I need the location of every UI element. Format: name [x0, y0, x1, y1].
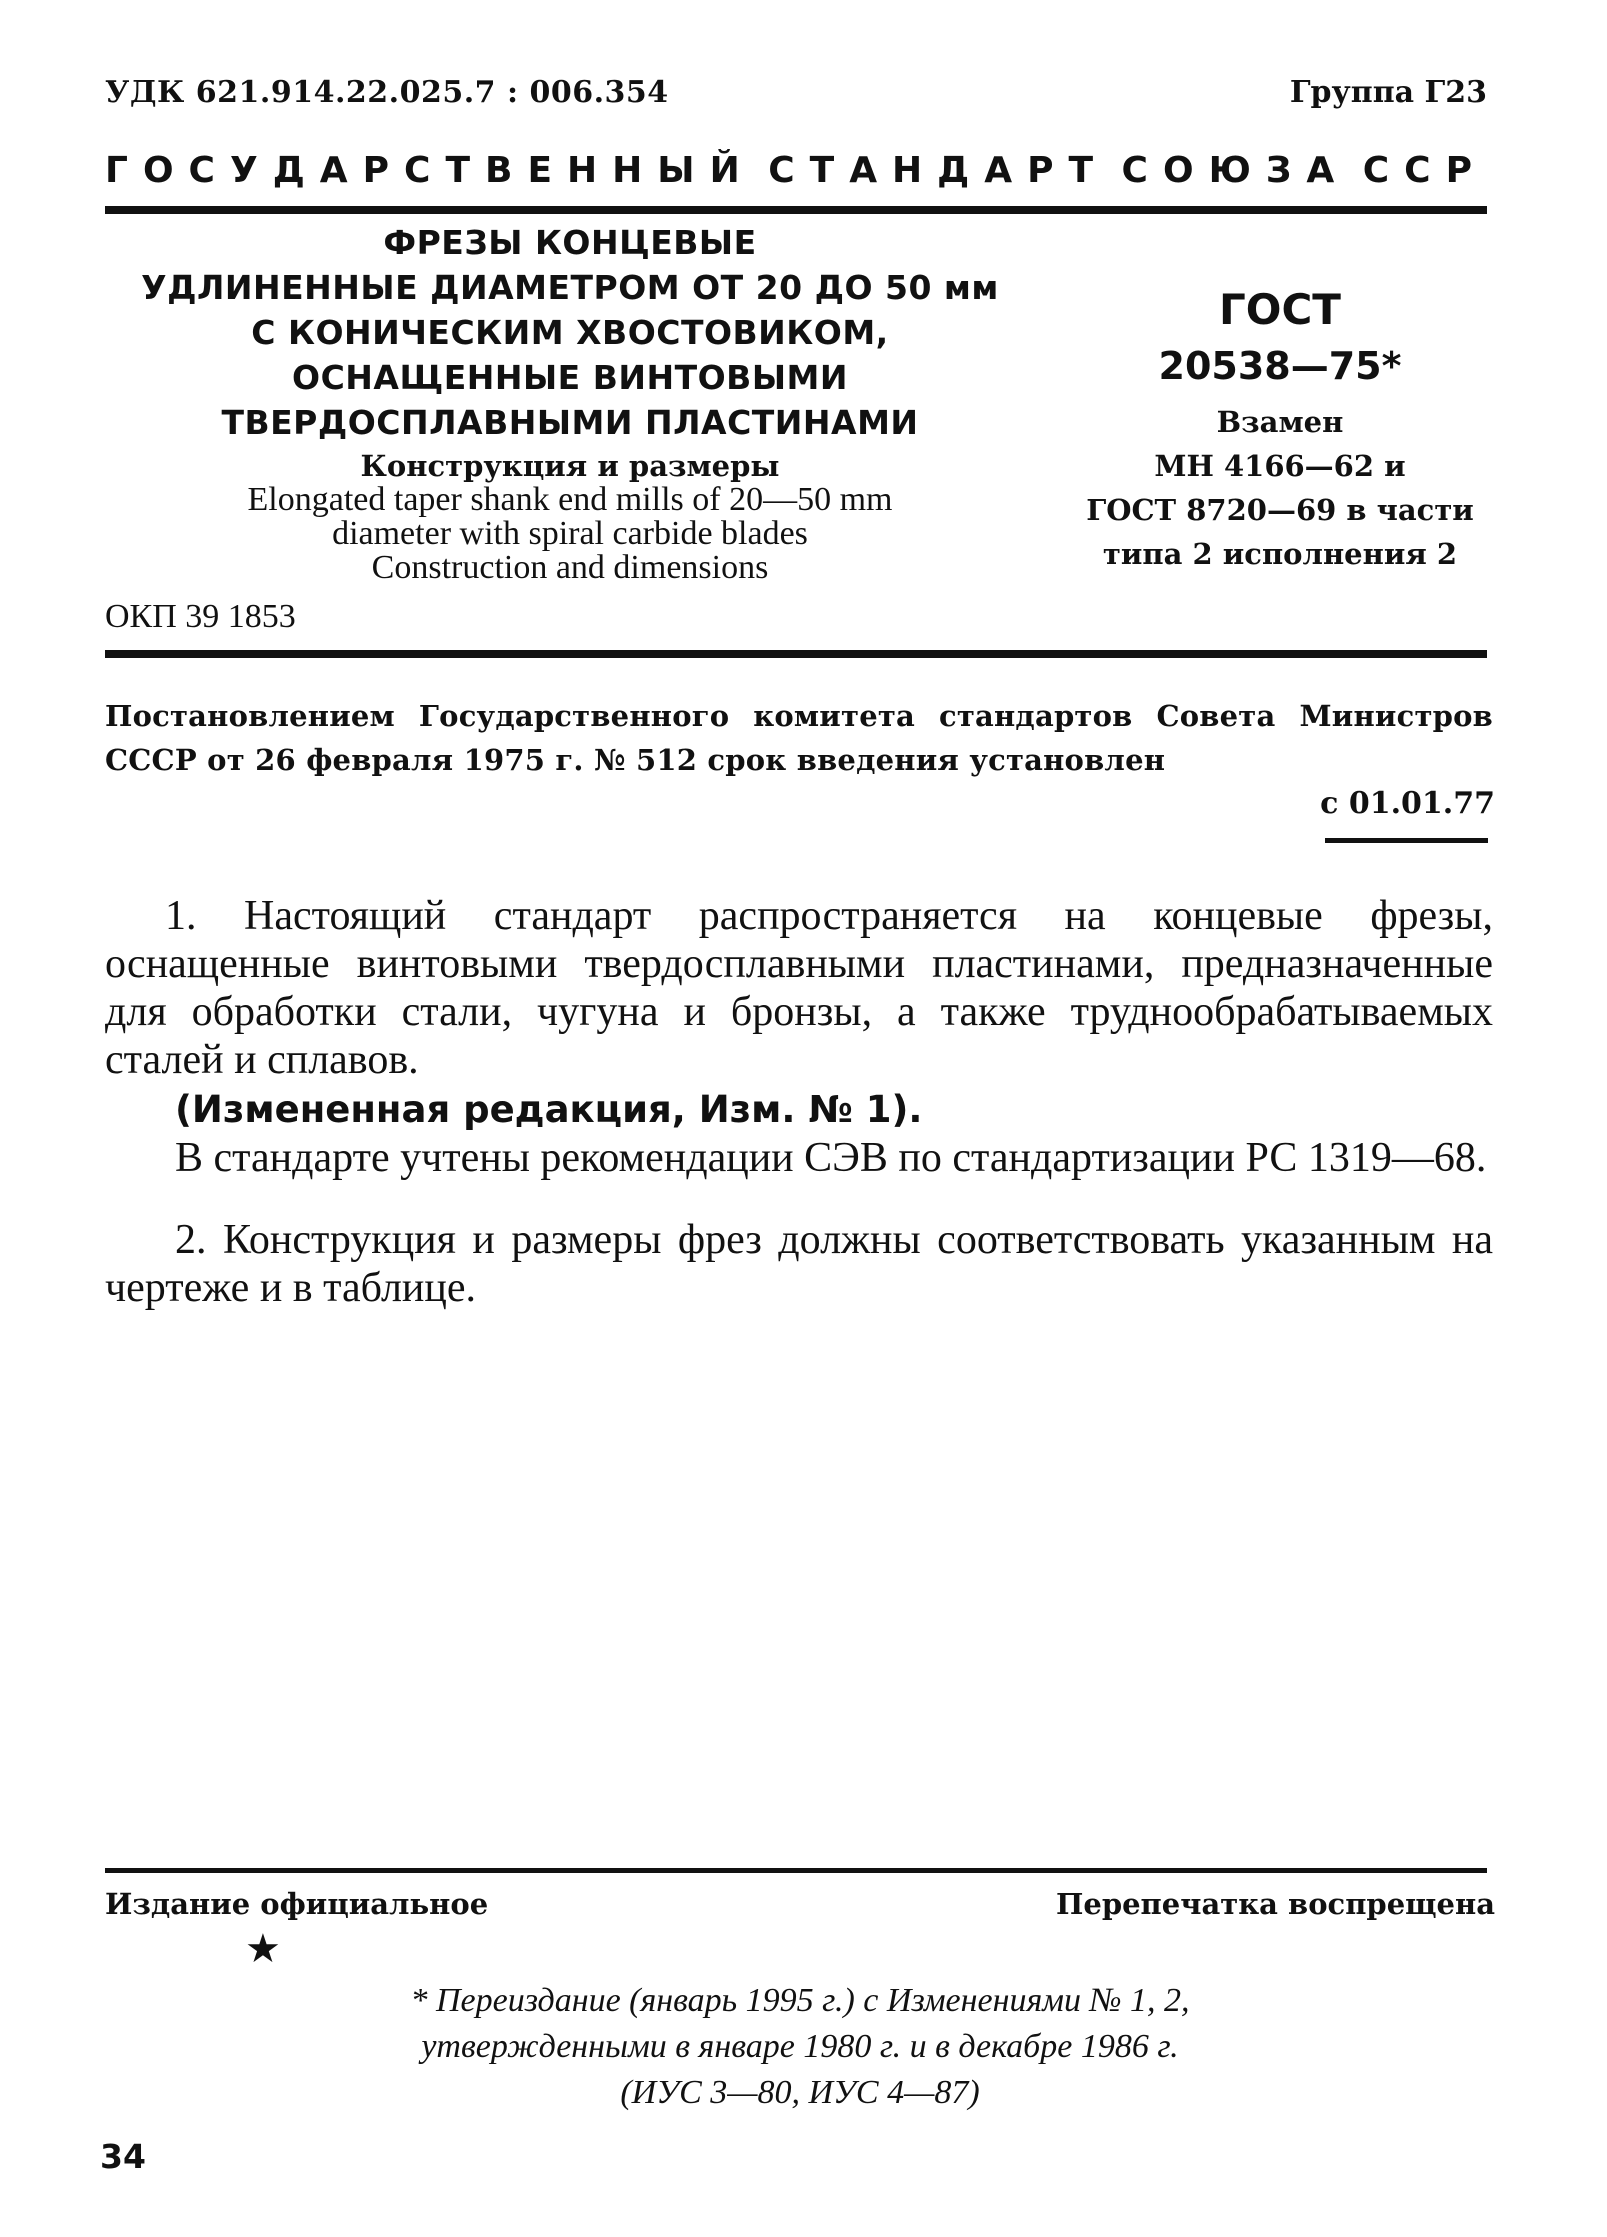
title-line: С КОНИЧЕСКИМ ХВОСТОВИКОМ,: [251, 313, 889, 352]
gost-number: 20538—75*: [1158, 344, 1402, 388]
subtitle-en-line: Elongated taper shank end mills of 20—50 mm: [247, 481, 893, 518]
date-underline: [1325, 838, 1488, 843]
introduction-date: с 01.01.77: [1320, 786, 1495, 821]
paragraph-recommendation: В стандарте учтены рекомендации СЭВ по стандартизации РС 1319—68.: [175, 1135, 1487, 1181]
reissue-line: (ИУС 3—80, ИУС 4—87): [620, 2074, 980, 2111]
title-block: [130, 220, 1010, 585]
title-rule: [105, 650, 1487, 658]
heading-word: ГОСУДАРСТВЕННЫЙ: [105, 150, 755, 191]
title-line: ОСНАЩЕННЫЕ ВИНТОВЫМИ: [292, 358, 848, 397]
star-icon: ★: [245, 1926, 281, 1972]
replaces-line: типа 2 исполнения 2: [1102, 537, 1458, 571]
reissue-line: утвержденными в январе 1980 г. и в декабре 1986 г.: [421, 2028, 1179, 2065]
title-line: ТВЕРДОСПЛАВНЫМИ ПЛАСТИНАМИ: [221, 403, 919, 442]
footer-rule: [105, 1868, 1487, 1873]
state-standard-heading: [105, 150, 1487, 191]
title-line: ФРЕЗЫ КОНЦЕВЫЕ: [383, 223, 757, 262]
gost-label: ГОСТ: [1219, 285, 1341, 334]
heading-word: СОЮЗА: [1121, 150, 1350, 191]
header-rule: [105, 206, 1487, 214]
subtitle-en-line: Construction and dimensions: [371, 549, 769, 586]
subtitle-ru: Конструкция и размеры: [360, 449, 780, 483]
reprint-prohibited: Перепечатка воспрещена: [1055, 1887, 1495, 1921]
heading-word: СТАНДАРТ: [768, 150, 1109, 191]
reissue-note: [250, 1978, 1350, 2116]
replaces-line: МН 4166—62 и: [1154, 449, 1406, 483]
heading-word: ССР: [1362, 150, 1487, 191]
official-edition: Издание официальное: [105, 1887, 489, 1921]
replaces-line: ГОСТ 8720—69 в части: [1086, 493, 1474, 527]
amendment-note: (Измененная редакция, Изм. № 1).: [175, 1088, 923, 1131]
paragraph-1: 1. Настоящий стандарт распространяется на концевые фрезы, оснащенные винтовыми твердосплавными пластинами, предназначенные для обработки стали, чугуна и бронзы, а также труднообрабатываемых сталей и сплавов.: [105, 893, 1493, 1083]
page-number: 34: [100, 2137, 146, 2176]
reissue-line: * Переиздание (январь 1995 г.) с Изменениями № 1, 2,: [410, 1982, 1190, 2019]
udk-code: УДК 621.914.22.025.7 : 006.354: [105, 75, 669, 110]
gost-block: [1060, 282, 1500, 576]
subtitle-en-line: diameter with spiral carbide blades: [332, 515, 808, 552]
decree-text: Постановлением Государственного комитета стандартов Совета Министров СССР от 26 февраля 1975 г. № 512 срок введения установлен: [105, 699, 1493, 777]
replaces-line: Взамен: [1216, 405, 1344, 439]
paragraph-2: 2. Конструкция и размеры фрез должны соответствовать указанным на чертеже и в таблице.: [105, 1217, 1493, 1311]
title-line: УДЛИНЕННЫЕ ДИАМЕТРОМ ОТ 20 ДО 50 мм: [141, 268, 999, 307]
okp-code: ОКП 39 1853: [105, 598, 296, 635]
group-code: Группа Г23: [1289, 75, 1487, 110]
